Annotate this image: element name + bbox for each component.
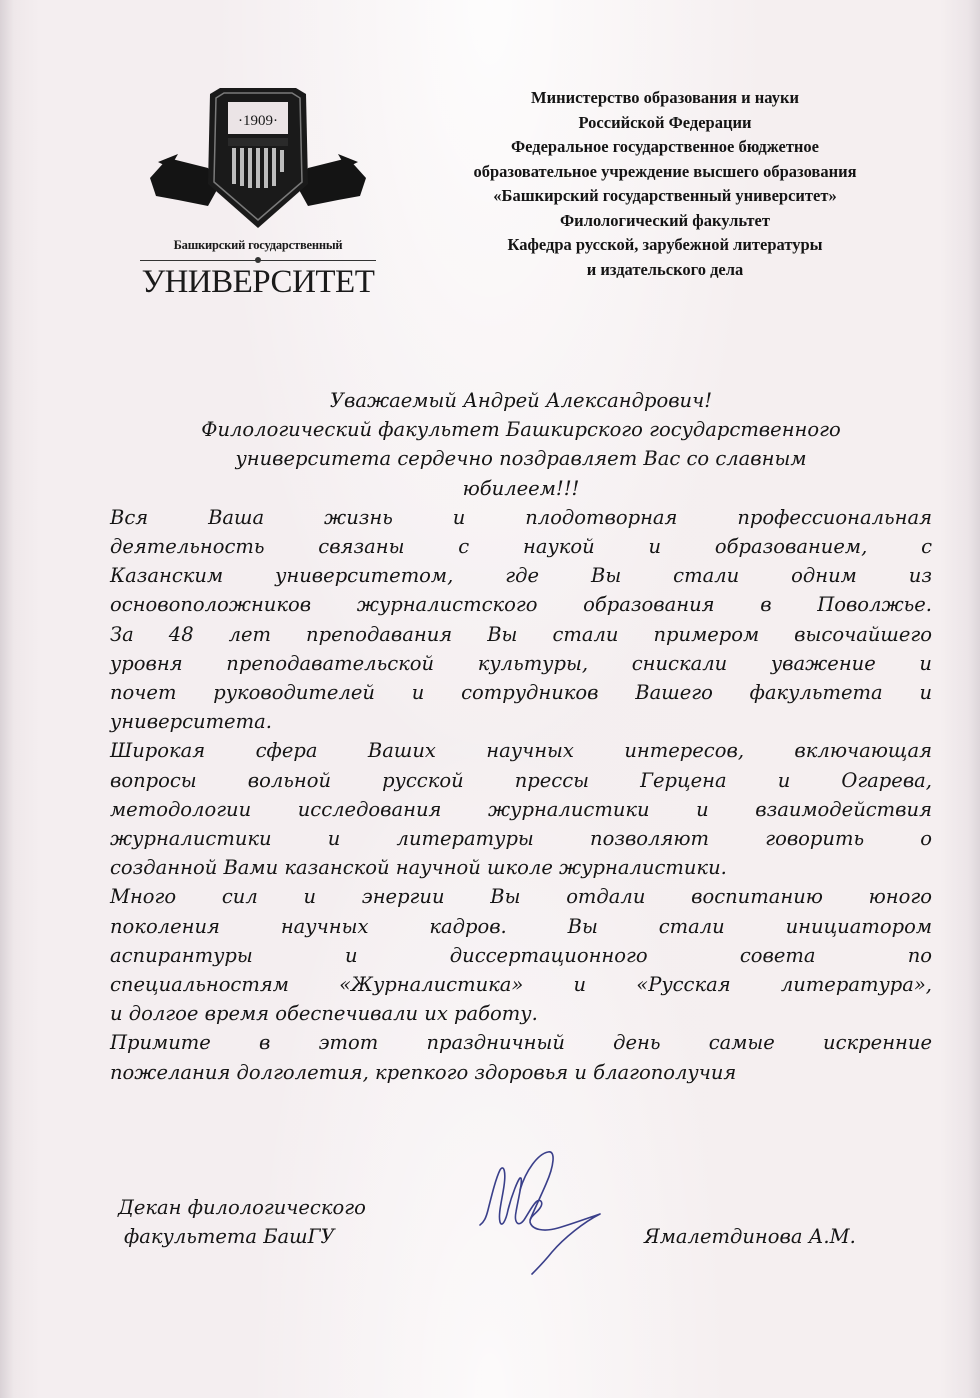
letterhead-line: Российской Федерации [578, 112, 752, 132]
text-line: почет руководителей и сотрудников Вашего факультета и [110, 681, 932, 705]
signature-icon [474, 1150, 624, 1275]
letter-body [110, 386, 932, 1087]
logo-subtitle: Башкирский государственный [173, 238, 343, 252]
text-line: деятельность связаны с наукой и образованием, с [110, 535, 932, 559]
logo-title: УНИВЕРСИТЕТ [141, 264, 375, 300]
text-line: вопросы вольной русской прессы Герцена и Огарева, [110, 768, 932, 792]
letterhead-line: «Башкирский государственный университет» [493, 186, 837, 205]
paragraph-research [110, 736, 932, 882]
text-line: уровня преподавательской культуры, снискали уважение и [110, 651, 932, 675]
text-line: За 48 лет преподавания Вы стали примером высочайшего [110, 622, 932, 646]
text-line: и долгое время обеспечивали их работу. [110, 1002, 538, 1026]
paragraph-wishes [110, 1028, 932, 1086]
text-line: пожелания долголетия, крепкого здоровья и благополучия [110, 1060, 737, 1084]
text-line: университета. [110, 710, 272, 734]
svg-text:·1909·: ·1909· [238, 113, 278, 129]
greeting [110, 386, 932, 503]
text-line: Примите в этот праздничный день самые искренние [110, 1031, 932, 1055]
text-line: Казанским университетом, где Вы стали одним из [110, 564, 932, 588]
text-line: специальностям «Журналистика» и «Русская литература», [110, 973, 932, 997]
text-line: Много сил и энергии Вы отдали воспитанию юного [110, 885, 932, 909]
letterhead-line: и издательского дела [586, 259, 744, 279]
letterhead-line: образовательное учреждение высшего образования [473, 161, 857, 181]
position-line: факультета БашГУ [124, 1225, 335, 1248]
handwritten-signature [474, 1150, 624, 1280]
letterhead-line: Кафедра русской, зарубежной литературы [507, 235, 823, 254]
paragraph-career [110, 503, 932, 737]
greeting-line: юбилеем!!! [462, 476, 580, 500]
text-line: Широкая сфера Ваших научных интересов, включающая [110, 739, 932, 763]
signatory-position [118, 1193, 366, 1251]
letterhead-line: Министерство образования и науки [531, 88, 799, 107]
position-line: Декан филологического [118, 1196, 366, 1219]
text-line: аспирантуры и диссертационного совета по [110, 943, 932, 967]
letterhead [405, 86, 925, 282]
university-crest-icon [148, 88, 368, 238]
paragraph-mentoring [110, 882, 932, 1028]
text-line: Вся Ваша жизнь и плодотворная профессиональная [110, 505, 932, 529]
signatory-name: Ямалетдинова А.М. [644, 1225, 856, 1248]
text-line: основоположников журналистского образования в Поволжье. [110, 593, 932, 617]
greeting-line: университета сердечно поздравляет Вас со славным [235, 447, 807, 471]
text-line: поколения научных кадров. Вы стали инициатором [110, 914, 932, 938]
greeting-line: Филологический факультет Башкирского государственного [201, 418, 841, 442]
text-line: методологии исследования журналистики и взаимодействия [110, 797, 932, 821]
letterhead-line: Филологический факультет [560, 210, 770, 230]
university-logo [138, 88, 378, 308]
text-line: созданной Вами казанской научной школе журналистики. [110, 856, 727, 880]
greeting-line: Уважаемый Андрей Александрович! [329, 389, 713, 412]
letterhead-line: Федеральное государственное бюджетное [510, 137, 820, 156]
text-line: журналистики и литературы позволяют говорить о [110, 827, 932, 851]
